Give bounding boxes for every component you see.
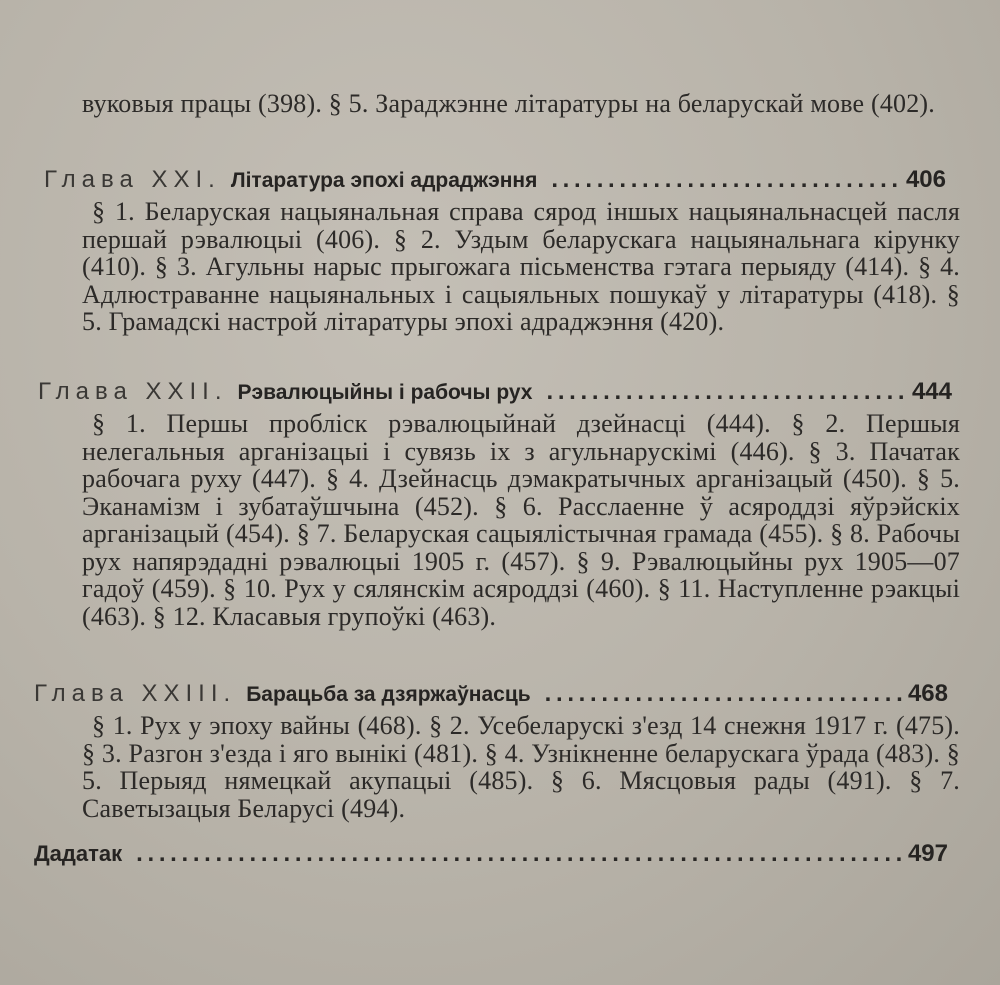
chapter-22-page: 444 <box>911 378 952 405</box>
chapter-23-label: Глава XXIII. <box>34 680 237 707</box>
chapter-23-heading <box>34 680 948 708</box>
chapter-21-title: Літаратура эпохі адраджэння <box>230 169 538 192</box>
appendix-heading <box>34 840 948 868</box>
chapter-21-heading <box>44 166 946 194</box>
chapter-21-label: Глава XXI. <box>44 166 221 193</box>
leader-dots <box>547 378 908 406</box>
leader-dots <box>551 166 902 194</box>
leader-dots <box>136 840 904 868</box>
chapter-22-heading <box>38 378 952 406</box>
chapter-22-label: Глава XXII. <box>38 378 228 405</box>
appendix-page: 497 <box>907 840 948 867</box>
intro-paragraph: вуковыя працы (398). § 5. Зараджэнне літаратуры на беларускай мове (402). <box>82 89 935 118</box>
chapter-22-title: Рэвалюцыйны і рабочы рух <box>237 381 533 404</box>
chapter-21-contents: § 1. Беларуская нацыянальная справа сярод іншых нацыянальнасцей пасля першай рэвалюцыі (406). § 2. Уздым беларускага нацыянальнага кірунку (410). § 3. Агульны нарыс прыгожага пісьменства гэтага перыяду (414). § 4. Адлюстраванне нацыянальных і сацыяльных пошукаў у літаратуры (418). § 5. Грамадскі настрой літаратуры эпохі адраджэння (420). <box>82 197 960 336</box>
chapter-21-page: 406 <box>905 166 946 193</box>
appendix-title: Дадатак <box>34 841 123 866</box>
chapter-23-contents: § 1. Рух у эпоху вайны (468). § 2. Усебеларускі з'езд 14 снежня 1917 г. (475). § 3. Разгон з'езда і яго вынікі (481). § 4. Узнікненне беларускага ўрада (483). § 5. Перыяд нямецкай акупацыі (485). § 6. Мясцовыя рады (491). § 7. Саветызацыя Беларусі (494). <box>82 711 960 823</box>
chapter-23-title: Барацьба за дзяржаўнасць <box>246 683 531 706</box>
chapter-23-page: 468 <box>907 680 948 707</box>
chapter-22-contents: § 1. Першы пробліск рэвалюцыйнай дзейнасці (444). § 2. Першыя нелегальныя арганізацыі і сувязь іх з агульнарускімі (446). § 3. Пачатак рабочага руху (447). § 4. Дзейнасць дэмакратычных арганізацый (450). § 5. Эканамізм і зубатаўшчына (452). § 6. Расслаенне ў асяроддзі яўрэйскіх арганізацый (454). § 7. Беларуская сацыялістычная грамада (455). § 8. Рабочы рух напярэдадні рэвалюцыі 1905 г. (457). § 9. Рэвалюцыйны рух 1905—07 гадоў (459). § 10. Рух у сялянскім асяроддзі (460). § 11. Наступленне рэакцыі (463). § 12. Класавыя групоўкі (463). <box>82 409 960 631</box>
leader-dots <box>545 680 904 708</box>
